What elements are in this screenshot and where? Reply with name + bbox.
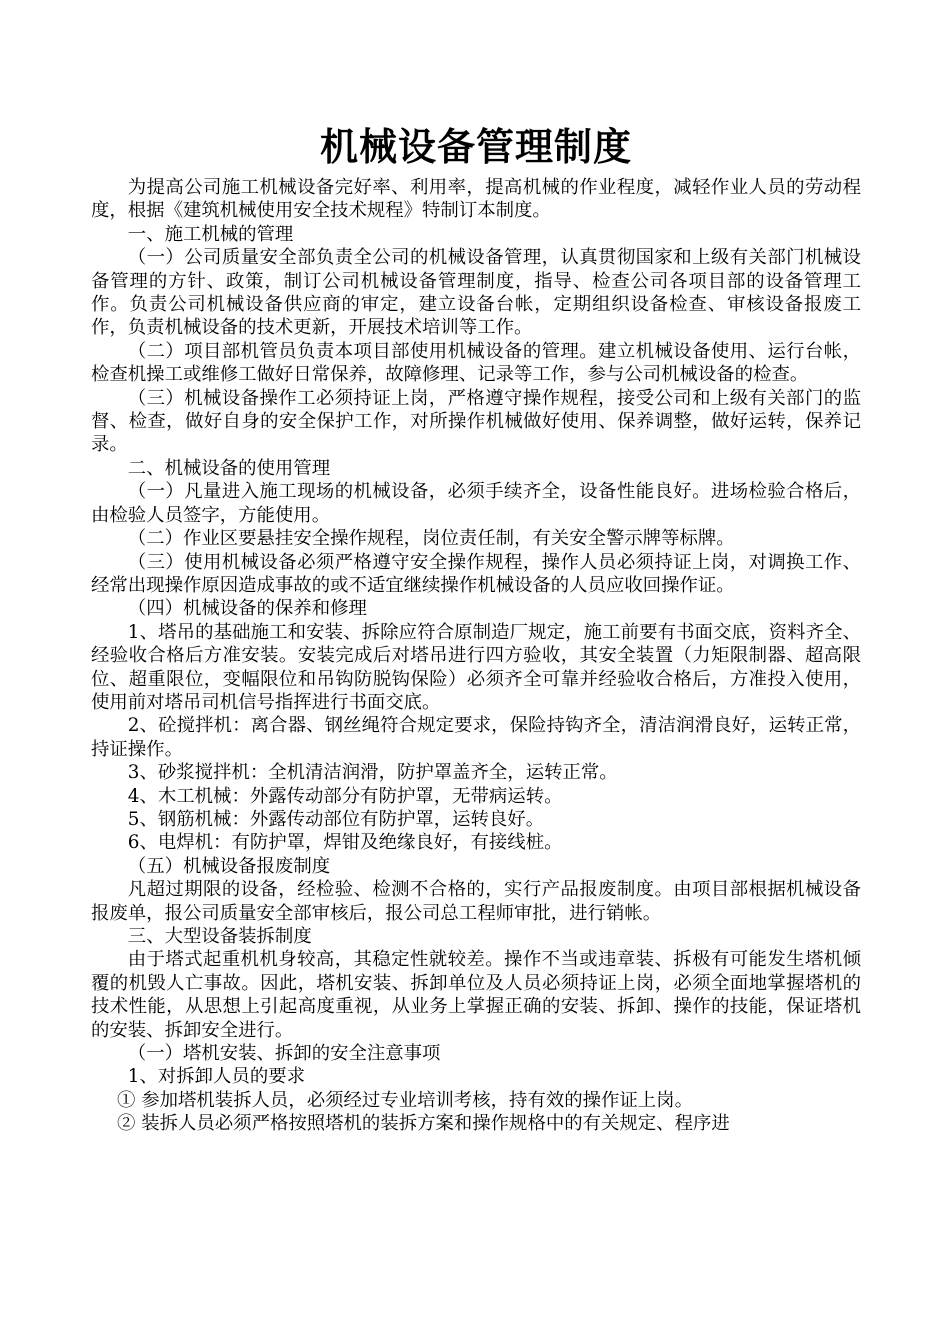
- paragraph-1-3: （三）机械设备操作工必须持证上岗，严格遵守操作规程，接受公司和上级有关部门的监督、检查，做好自身的安全保护工作，对所操作机械做好使用、保养调整，做好运转，保养记录。: [91, 387, 861, 456]
- list-item-concrete-mixer: 2、砼搅拌机：离合器、钢丝绳符合规定要求，保险持钩齐全，清洁润滑良好，运转正常，持证操作。: [91, 715, 861, 760]
- section-heading-2: 二、机械设备的使用管理: [127, 457, 331, 479]
- list-item-tower-crane: 1、塔吊的基础施工和安装、拆除应符合原制造厂规定，施工前要有书面交底，资料齐全、经验收合格后方准安装。安装完成后对塔吊进行四方验收，其安全装置（力矩限制器、超高限位、超重限位，变幅限位和吊钩防脱钩保险）必须齐全可靠并经验收合格后，方准投入使用，使用前对塔吊司机信号指挥进行书面交底。: [91, 621, 861, 713]
- list-item-circled-1: ① 参加塔机装拆人员，必须经过专业培训考核，持有效的操作证上岗。: [117, 1089, 693, 1111]
- intro-paragraph: 为提高公司施工机械设备完好率、利用率，提高机械的作业程度，减轻作业人员的劳动程度，根据《建筑机械使用安全技术规程》特制订本制度。: [91, 177, 861, 222]
- document-page: [91, 118, 861, 1136]
- section-heading-1: 一、施工机械的管理: [127, 223, 294, 245]
- document-title: 机械设备管理制度: [319, 124, 632, 169]
- paragraph-3: 由于塔式起重机机身较高，其稳定性就较差。操作不当或违章装、拆极有可能发生塔机倾覆的机毁人亡事故。因此，塔机安装、拆卸单位及人员必须持证上岗，必须全面地掌握塔机的技术性能，从思想上引起高度重视，从业务上掌握正确的安装、拆卸、操作的技能，保证塔机的安装、拆卸安全进行。: [91, 949, 861, 1041]
- paragraph-1-2: （二）项目部机管员负责本项目部使用机械设备的管理。建立机械设备使用、运行台帐，检查机操工或维修工做好日常保养，故障修理、记录等工作，参与公司机械设备的检查。: [91, 340, 861, 386]
- list-item-woodworking: 4、木工机械：外露传动部分有防护罩，无带病运转。: [127, 785, 563, 807]
- subsection-heading-2-4: （四）机械设备的保养和修理: [127, 598, 367, 620]
- list-item-circled-2: ② 装拆人员必须严格按照塔机的装拆方案和操作规格中的有关规定、程序进: [117, 1113, 730, 1135]
- list-heading-personnel: 1、对拆卸人员的要求: [127, 1066, 306, 1088]
- list-item-welder: 6、电焊机：有防护罩，焊钳及绝缘良好，有接线桩。: [127, 832, 563, 854]
- list-item-rebar: 5、钢筋机械：外露传动部位有防护罩，运转良好。: [127, 808, 545, 830]
- paragraph-1-1: （一）公司质量安全部负责全公司的机械设备管理，认真贯彻国家和上级有关部门机械设备管理的方针、政策，制订公司机械设备管理制度，指导、检查公司各项目部的设备管理工作。负责公司机械设备供应商的审定，建立设备台帐，定期组织设备检查、审核设备报废工作，负责机械设备的技术更新，开展技术培训等工作。: [91, 247, 861, 339]
- subsection-heading-3-1: （一）塔机安装、拆卸的安全注意事项: [127, 1043, 441, 1065]
- paragraph-2-5: 凡超过期限的设备，经检验、检测不合格的，实行产品报废制度。由项目部根据机械设备报废单，报公司质量安全部审核后，报公司总工程师审批，进行销帐。: [91, 879, 861, 924]
- section-heading-3: 三、大型设备装拆制度: [127, 926, 312, 947]
- paragraph-2-2: （二）作业区要悬挂安全操作规程，岗位责任制，有关安全警示牌等标牌。: [127, 528, 735, 550]
- paragraph-2-1: （一）凡量进入施工现场的机械设备，必须手续齐全，设备性能良好。进场检验合格后，由检验人员签字，方能使用。: [91, 481, 861, 526]
- list-item-mortar-mixer: 3、砂浆搅拌机：全机清洁润滑，防护罩盖齐全，运转正常。: [127, 762, 618, 784]
- subsection-heading-2-5: （五）机械设备报废制度: [127, 855, 331, 877]
- paragraph-2-3: （三）使用机械设备必须严格遵守安全操作规程，操作人员必须持证上岗，对调换工作、经常出现操作原因造成事故的或不适宜继续操作机械设备的人员应收回操作证。: [91, 551, 861, 596]
